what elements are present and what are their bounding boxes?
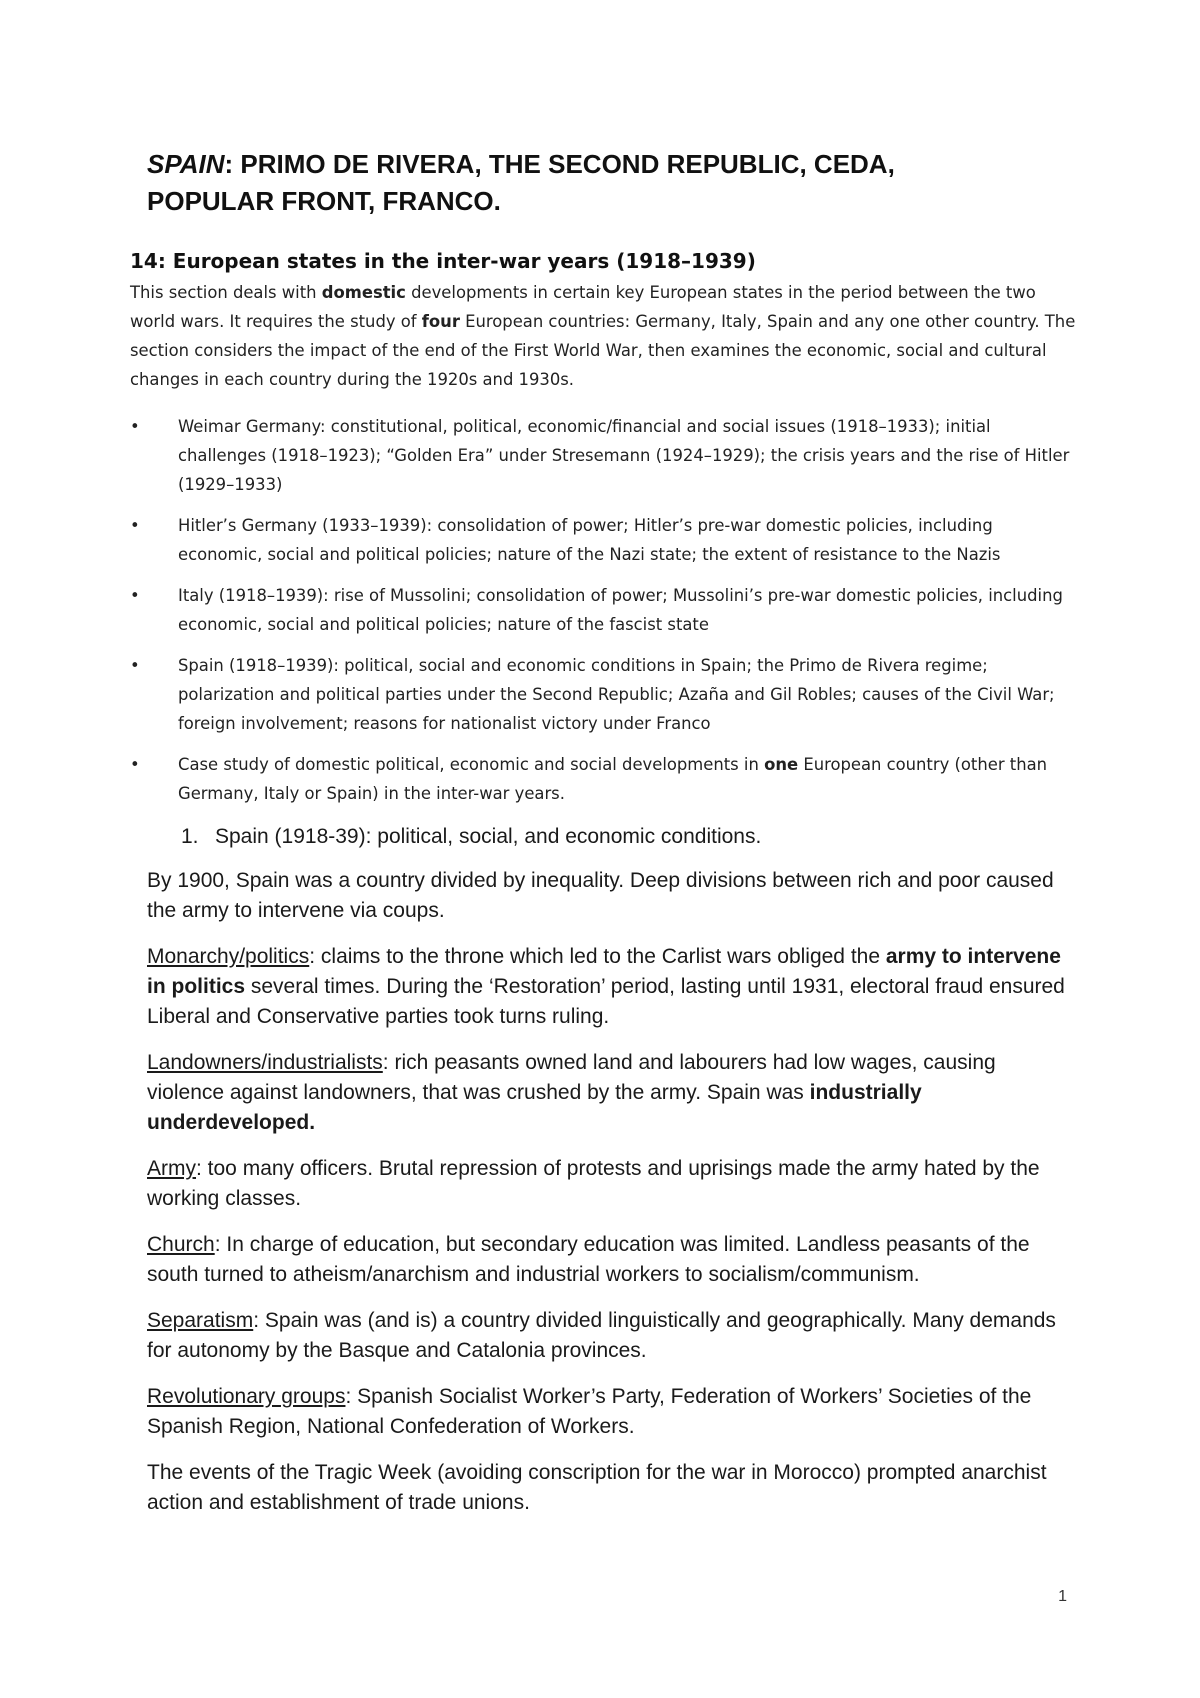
syllabus-topic-hitler — [130, 511, 1080, 569]
paragraph-tragic-week: The events of the Tragic Week (avoiding conscription for the war in Morocco) prompted anarchist action and establishment of trade unions. — [147, 1461, 1047, 1514]
document-title — [147, 146, 1087, 220]
title-line2: POPULAR FRONT, FRANCO. — [147, 186, 501, 216]
paragraph-separatism — [147, 1306, 1077, 1366]
numbered-heading — [147, 822, 1077, 852]
syllabus-intro — [130, 278, 1080, 394]
landowners-bold: industrially underdeveloped. — [147, 1081, 922, 1134]
syllabus-topic-list — [130, 412, 1080, 808]
paragraph-landowners — [147, 1048, 1077, 1138]
case-study-text-1: Case study of domestic political, economic and social developments in — [178, 755, 765, 774]
study-notes — [147, 822, 1077, 1534]
title-spain: SPAIN — [147, 149, 225, 179]
label-revolutionary-groups: Revolutionary groups — [147, 1385, 346, 1408]
paragraph-army — [147, 1154, 1077, 1214]
church-text: : In charge of education, but secondary education was limited. Landless peasants of the south turned to atheism/anarchism and industrial workers to socialism/communism. — [147, 1233, 1030, 1286]
bullet-icon: • — [130, 417, 140, 436]
syllabus-topic-italy — [130, 581, 1080, 639]
syllabus-topic-weimar — [130, 412, 1080, 499]
syllabus-intro-text-3: European countries: Germany, Italy, Spain and any one other country. The section considers the impact of the end of the First World War, then examines the economic, social and cultural changes in each country during the 1920s and 1930s. — [130, 312, 1076, 389]
army-text: : too many officers. Brutal repression of protests and uprisings made the army hated by the working classes. — [147, 1157, 1040, 1210]
monarchy-text-2: several times. During the ‘Restoration’ period, lasting until 1931, electoral fraud ensured Liberal and Conservative parties took turns ruling. — [147, 975, 1065, 1028]
paragraph-church — [147, 1230, 1077, 1290]
heading-text: Spain (1918-39): political, social, and economic conditions. — [215, 825, 762, 848]
paragraph-revolutionary-groups — [147, 1382, 1077, 1442]
monarchy-bold: army to intervene in politics — [147, 945, 1061, 998]
syllabus-topic-text: Spain (1918–1939): political, social and economic conditions in Spain; the Primo de Rivera regime; polarization and political parties under the Second Republic; Azaña and Gil Robles; causes of the Civil War; foreign involvement; reasons for nationalist victory under Franco — [178, 656, 1055, 733]
case-study-bold-one: one — [764, 755, 799, 774]
syllabus-heading: 14: European states in the inter-war years (1918–1939) — [130, 249, 756, 273]
landowners-text: : rich peasants owned land and labourers had low wages, causing violence against landowners, that was crushed by the army. Spain was — [147, 1051, 996, 1104]
title-line1-rest: : PRIMO DE RIVERA, THE SECOND REPUBLIC, CEDA, — [224, 149, 895, 179]
syllabus-intro-bold-domestic: domestic — [321, 283, 406, 302]
syllabus-intro-text-1: This section deals with — [130, 283, 322, 302]
syllabus-intro-bold-four: four — [421, 312, 460, 331]
page-number: 1 — [1058, 1588, 1067, 1605]
heading-number: 1. — [181, 825, 199, 848]
bullet-icon: • — [130, 755, 140, 774]
label-monarchy: Monarchy/politics — [147, 945, 310, 968]
syllabus-topic-spain — [130, 651, 1080, 738]
syllabus-topic-text: Italy (1918–1939): rise of Mussolini; consolidation of power; Mussolini’s pre-war domestic policies, including economic, social and political policies; nature of the fascist state — [178, 586, 1063, 634]
syllabus-topic-case-study — [130, 750, 1080, 808]
paragraph-monarchy — [147, 942, 1077, 1032]
bullet-icon: • — [130, 516, 140, 535]
bullet-icon: • — [130, 586, 140, 605]
revolutionary-groups-text: : Spanish Socialist Worker’s Party, Federation of Workers’ Societies of the Spanish Region, National Confederation of Workers. — [147, 1385, 1032, 1438]
paragraph-intro: By 1900, Spain was a country divided by inequality. Deep divisions between rich and poor caused the army to intervene via coups. — [147, 869, 1054, 922]
syllabus-intro-text-2: developments in certain key European states in the period between the two world wars. It requires the study of — [130, 283, 1036, 331]
syllabus-topic-text: Weimar Germany: constitutional, political, economic/financial and social issues (1918–1933); initial challenges (1918–1923); “Golden Era” under Stresemann (1924–1929); the crisis years and the rise of Hitler (1929–1933) — [178, 417, 1070, 494]
label-church: Church — [147, 1233, 215, 1256]
label-separatism: Separatism — [147, 1309, 254, 1332]
separatism-text: : Spain was (and is) a country divided linguistically and geographically. Many demands for autonomy by the Basque and Catalonia provinces. — [147, 1309, 1056, 1362]
case-study-text-2: European country (other than Germany, Italy or Spain) in the inter-war years. — [178, 755, 1048, 803]
syllabus-excerpt — [130, 246, 1080, 820]
label-army: Army — [147, 1157, 196, 1180]
syllabus-topic-text: Hitler’s Germany (1933–1939): consolidation of power; Hitler’s pre-war domestic policies, including economic, social and political policies; nature of the Nazi state; the extent of resistance to the Nazis — [178, 516, 1001, 564]
label-landowners: Landowners/industrialists — [147, 1051, 383, 1074]
bullet-icon: • — [130, 656, 140, 675]
monarchy-text-1: : claims to the throne which led to the Carlist wars obliged the — [309, 945, 886, 968]
